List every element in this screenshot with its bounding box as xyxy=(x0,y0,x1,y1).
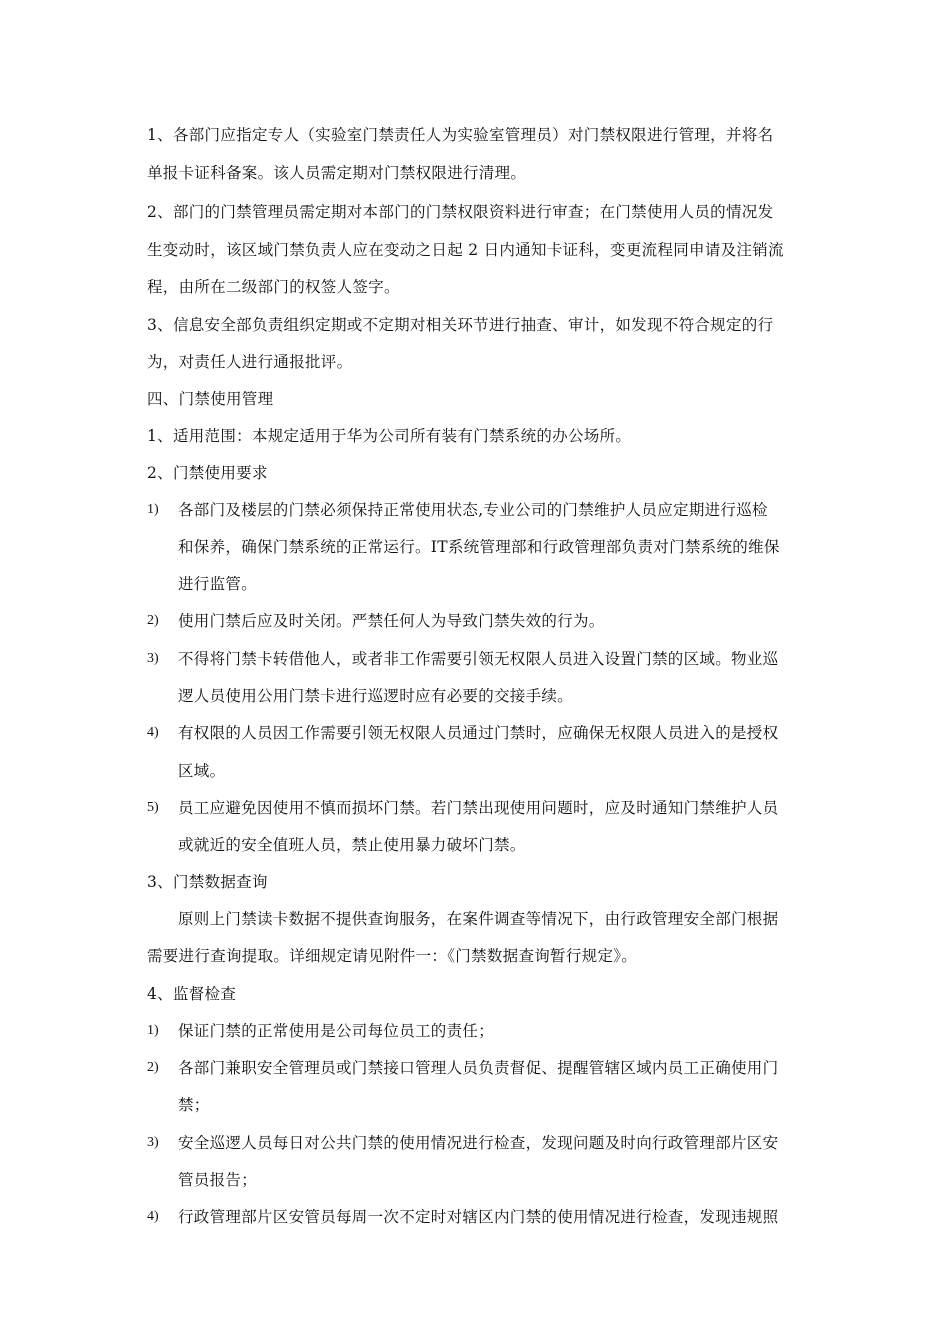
list-item-line: 管员报告； xyxy=(178,1171,258,1189)
paragraph-line: 单报卡证科备案。该人员需定期对门禁权限进行清理。 xyxy=(147,164,527,182)
list-number: 5) xyxy=(147,800,159,815)
list-item-line: 有权限的人员因工作需要引领无权限人员通过门禁时，应确保无权限人员进入的是授权 xyxy=(178,724,779,742)
list-number: 1) xyxy=(147,1023,159,1038)
paragraph-line: 为，对责任人进行通报批评。 xyxy=(147,353,353,371)
subsection-line: 1、适用范围：本规定适用于华为公司所有装有门禁系统的办公场所。 xyxy=(147,427,632,445)
list-item-line: 各部门兼职安全管理员或门禁接口管理人员负责督促、提醒管辖区域内员工正确使用门 xyxy=(178,1059,779,1077)
paragraph-line: 程，由所在二级部门的权签人签字。 xyxy=(147,278,400,296)
subsection-heading: 3、门禁数据查询 xyxy=(147,873,268,891)
paragraph-line: 需要进行查询提取。详细规定请见附件一：《门禁数据查询暂行规定》。 xyxy=(147,947,638,965)
list-number: 1) xyxy=(147,502,159,517)
list-number: 4) xyxy=(147,1209,159,1224)
list-number: 3) xyxy=(147,651,159,666)
list-item-line: 员工应避免因使用不慎而损坏门禁。若门禁出现使用问题时，应及时通知门禁维护人员 xyxy=(178,799,779,817)
paragraph-line: 原则上门禁读卡数据不提供查询服务，在案件调查等情况下，由行政管理安全部门根据 xyxy=(178,910,779,928)
list-item-line: 或就近的安全值班人员，禁止使用暴力破坏门禁。 xyxy=(178,836,526,854)
list-number: 3) xyxy=(147,1135,159,1150)
list-item-line: 各部门及楼层的门禁必须保持正常使用状态,专业公司的门禁维护人员应定期进行巡检 xyxy=(178,501,768,519)
list-item-line: 和保养，确保门禁系统的正常运行。IT系统管理部和行政管理部负责对门禁系统的维保 xyxy=(178,538,780,556)
list-item-line: 禁； xyxy=(178,1096,210,1114)
paragraph-line: 2、部门的门禁管理员需定期对本部门的门禁权限资料进行审查；在门禁使用人员的情况发 xyxy=(147,203,774,221)
list-item-line: 进行监管。 xyxy=(178,575,258,593)
subsection-heading: 4、监督检查 xyxy=(147,985,237,1003)
list-number: 4) xyxy=(147,725,159,740)
subsection-heading: 2、门禁使用要求 xyxy=(147,464,268,482)
list-number: 2) xyxy=(147,613,159,628)
list-item-line: 不得将门禁卡转借他人，或者非工作需要引领无权限人员进入设置门禁的区域。物业巡 xyxy=(178,650,779,668)
list-item-line: 区域。 xyxy=(178,762,226,780)
paragraph-line: 3、信息安全部负责组织定期或不定期对相关环节进行抽查、审计，如发现不符合规定的行 xyxy=(147,316,774,334)
paragraph-line: 1、各部门应指定专人（实验室门禁责任人为实验室管理员）对门禁权限进行管理，并将名 xyxy=(147,126,774,144)
list-number: 2) xyxy=(147,1060,159,1075)
list-item-line: 保证门禁的正常使用是公司每位员工的责任； xyxy=(178,1022,495,1040)
list-item-line: 行政管理部片区安管员每周一次不定时对辖区内门禁的使用情况进行检查，发现违规照 xyxy=(178,1208,779,1226)
list-item-line: 逻人员使用公用门禁卡进行巡逻时应有必要的交接手续。 xyxy=(178,687,574,705)
section-heading: 四、门禁使用管理 xyxy=(147,390,274,408)
paragraph-line: 生变动时，该区域门禁负责人应在变动之日起 2 日内通知卡证科，变更流程同申请及注销流 xyxy=(147,241,784,259)
list-item-line: 安全巡逻人员每日对公共门禁的使用情况进行检查，发现问题及时向行政管理部片区安 xyxy=(178,1134,779,1152)
list-item-line: 使用门禁后应及时关闭。严禁任何人为导致门禁失效的行为。 xyxy=(178,612,605,630)
